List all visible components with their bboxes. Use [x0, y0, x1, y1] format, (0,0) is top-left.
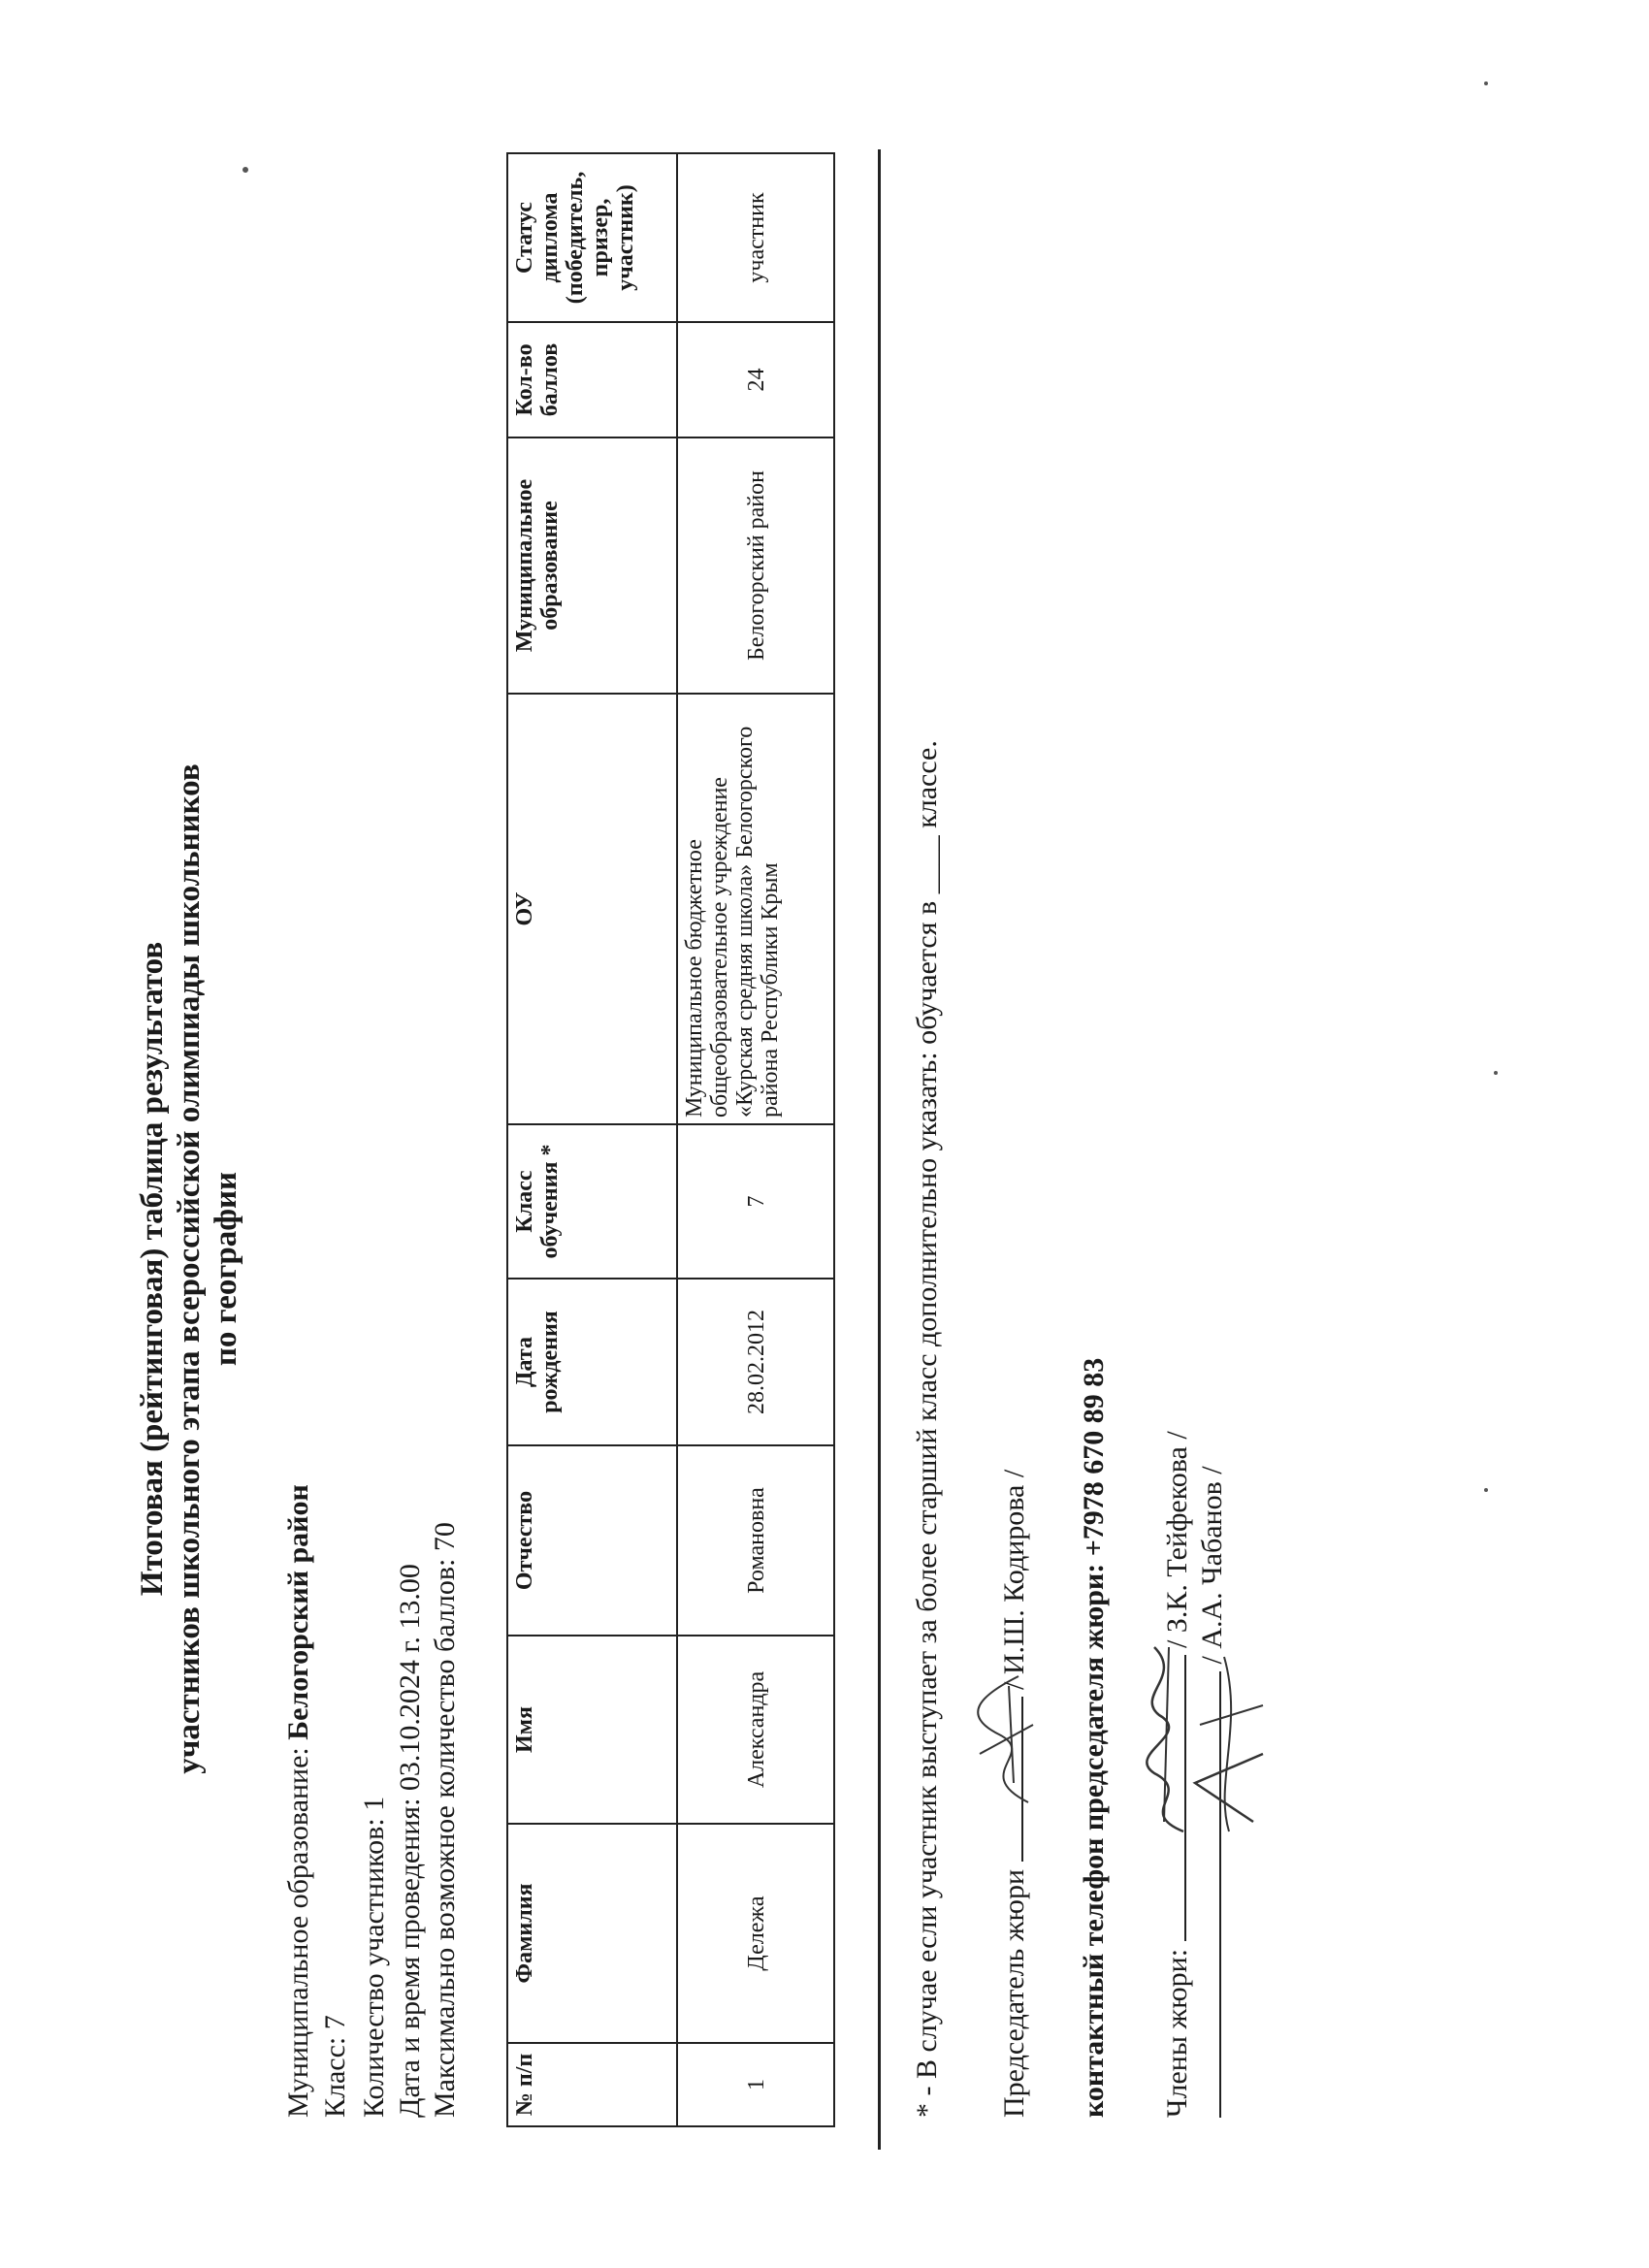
header-score: Кол-во баллов: [507, 322, 677, 437]
header-number: № п/п: [507, 2043, 677, 2126]
document-title-line-3: по географии: [209, 1171, 243, 1367]
jury-chair-label: Председатель жюри: [998, 1868, 1030, 2118]
document-title-line-2: участников школьного этапа всероссийской олимпиады школьников: [172, 763, 207, 1774]
scan-speck: [1494, 1071, 1498, 1075]
datetime-line: Дата и время проведения: 03.10.2024 г. 13.00: [394, 1564, 426, 2118]
jury-members-label: Члены жюри:: [1161, 1948, 1193, 2118]
scan-speck: [1484, 1488, 1488, 1492]
jury-chair-name: / И.Ш. Кодирова /: [998, 1469, 1030, 1690]
jury-phone-line: [1079, 1358, 1110, 2118]
header-municipality: Муниципальное образование: [507, 437, 677, 694]
header-status: Статус диплома (победитель, призер, участник): [507, 153, 677, 322]
class-line: Класс: 7: [319, 2015, 351, 2118]
header-school: ОУ: [507, 694, 677, 1124]
member-signature-2: [1185, 1647, 1277, 1841]
table-header-row: [507, 153, 677, 2126]
cell-school: Муниципальное бюджетное общеобразовательное учреждение «Курская средняя школа» Белогорского района Республики Крым: [677, 694, 834, 1124]
footnote: * - В случае если участник выступает за более старший класс дополнительно указать: обучается в ____ классе.: [911, 740, 943, 2118]
municipality-label: Муниципальное образование:: [282, 1739, 314, 2118]
header-surname: Фамилия: [507, 1824, 677, 2043]
table-row: [677, 153, 834, 2126]
municipality-line: [283, 1484, 314, 2118]
jury-phone: контактный телефон председателя жюри: +7978 670 89 83: [1078, 1357, 1110, 2118]
separator-line: [878, 149, 881, 2150]
cell-number: 1: [677, 2043, 834, 2126]
cell-status: участник: [677, 153, 834, 322]
header-name: Имя: [507, 1636, 677, 1824]
header-birthdate: Дата рождения: [507, 1279, 677, 1445]
scan-speck: [1484, 81, 1488, 85]
cell-patronymic: Романовна: [677, 1445, 834, 1636]
header-patronymic: Отчество: [507, 1445, 677, 1636]
header-grade: Класс обучения *: [507, 1124, 677, 1279]
participants-line: Количество участников: 1: [358, 1796, 390, 2118]
results-table: [506, 152, 835, 2127]
cell-surname: Дележа: [677, 1824, 834, 2043]
cell-grade: 7: [677, 1124, 834, 1279]
max-score-line: Максимально возможное количество баллов: 70: [429, 1522, 461, 2118]
jury-member-2: / А.А. Чабанов /: [1196, 1466, 1228, 1665]
chair-signature: [960, 1657, 1052, 1812]
municipality-value: Белогорский район: [282, 1484, 314, 1740]
cell-municipality: Белогорский район: [677, 437, 834, 694]
document-title-line-1: Итоговая (рейтинговая) таблица результатов: [135, 941, 170, 1597]
scan-speck: [242, 167, 248, 173]
cell-birthdate: 28.02.2012: [677, 1279, 834, 1445]
jury-member-1: / З.К. Тейфекова /: [1161, 1431, 1193, 1648]
cell-name: Александра: [677, 1636, 834, 1824]
cell-score: 24: [677, 322, 834, 437]
